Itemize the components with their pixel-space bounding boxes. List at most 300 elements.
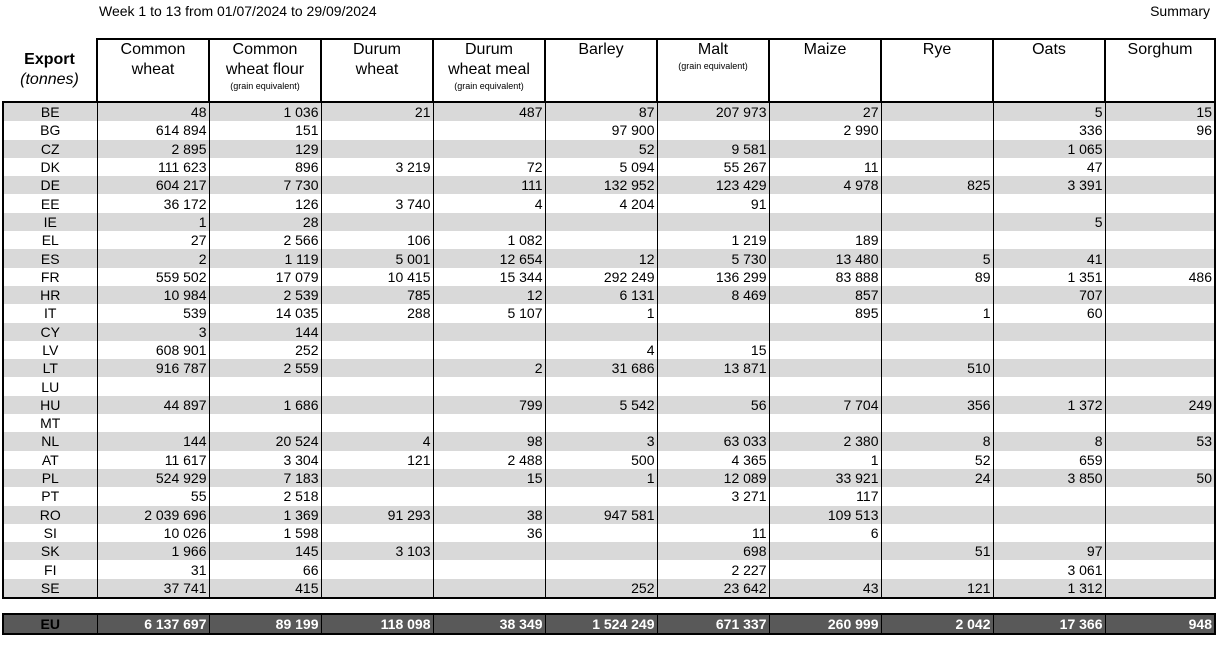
table-row: [3, 102, 1215, 121]
value-cell: 5 094: [545, 158, 657, 176]
table-row: [3, 249, 1215, 267]
value-cell: 83 888: [769, 268, 881, 286]
total-cell: 671 337: [657, 614, 769, 634]
value-cell: [321, 213, 433, 231]
value-cell: [881, 213, 993, 231]
value-cell: 5: [993, 102, 1105, 121]
country-code: MT: [3, 414, 97, 432]
total-cell: 89 199: [209, 614, 321, 634]
value-cell: 698: [657, 542, 769, 560]
col-header: [209, 39, 321, 102]
value-cell: [657, 377, 769, 395]
total-cell: 260 999: [769, 614, 881, 634]
value-cell: 4 204: [545, 194, 657, 212]
value-cell: 916 787: [97, 359, 209, 377]
value-cell: 487: [433, 102, 545, 121]
value-cell: 189: [769, 231, 881, 249]
value-cell: 15: [1105, 102, 1215, 121]
value-cell: 13 871: [657, 359, 769, 377]
value-cell: 106: [321, 231, 433, 249]
col-label: Maize: [803, 41, 847, 58]
value-cell: [1105, 524, 1215, 542]
value-cell: 96: [1105, 121, 1215, 139]
country-code: HU: [3, 396, 97, 414]
total-cell: 6 137 697: [97, 614, 209, 634]
value-cell: 252: [545, 579, 657, 598]
table-row: [3, 341, 1215, 359]
table-row: [3, 560, 1215, 578]
country-rows: [3, 102, 1215, 598]
value-cell: 2 380: [769, 432, 881, 450]
table-row: [3, 506, 1215, 524]
country-code: PL: [3, 469, 97, 487]
value-cell: 3 850: [993, 469, 1105, 487]
value-cell: 249: [1105, 396, 1215, 414]
value-cell: [321, 579, 433, 598]
value-cell: 5 730: [657, 249, 769, 267]
col-header: [545, 39, 657, 102]
corner-unit: (tonnes): [20, 71, 79, 88]
value-cell: [1105, 542, 1215, 560]
value-cell: 121: [881, 579, 993, 598]
table-row: [3, 432, 1215, 450]
value-cell: 50: [1105, 469, 1215, 487]
value-cell: 6 131: [545, 286, 657, 304]
value-cell: [881, 377, 993, 395]
value-cell: [769, 194, 881, 212]
value-cell: 31 686: [545, 359, 657, 377]
col-sub: (grain equivalent): [678, 61, 748, 71]
value-cell: 41: [993, 249, 1105, 267]
col-label: Barley: [578, 41, 624, 58]
value-cell: 48: [97, 102, 209, 121]
country-code: LV: [3, 341, 97, 359]
value-cell: [1105, 323, 1215, 341]
country-code: HR: [3, 286, 97, 304]
value-cell: [1105, 140, 1215, 158]
value-cell: [769, 140, 881, 158]
value-cell: 2 488: [433, 451, 545, 469]
value-cell: 5 542: [545, 396, 657, 414]
col-header: [993, 39, 1105, 102]
value-cell: [881, 524, 993, 542]
summary-label: Summary: [1150, 3, 1210, 19]
value-cell: 2: [433, 359, 545, 377]
table-row: [3, 469, 1215, 487]
value-cell: [433, 323, 545, 341]
value-cell: [209, 414, 321, 432]
value-cell: 132 952: [545, 176, 657, 194]
value-cell: [1105, 304, 1215, 322]
value-cell: [209, 377, 321, 395]
value-cell: 11: [769, 158, 881, 176]
value-cell: 20 524: [209, 432, 321, 450]
value-cell: 53: [1105, 432, 1215, 450]
value-cell: [881, 506, 993, 524]
value-cell: 136 299: [657, 268, 769, 286]
table-corner: [3, 39, 97, 102]
value-cell: 97: [993, 542, 1105, 560]
value-cell: [1105, 506, 1215, 524]
value-cell: 87: [545, 102, 657, 121]
value-cell: [881, 140, 993, 158]
value-cell: [433, 377, 545, 395]
table-row: [3, 487, 1215, 505]
value-cell: [321, 414, 433, 432]
value-cell: [545, 542, 657, 560]
value-cell: [321, 176, 433, 194]
value-cell: 1 082: [433, 231, 545, 249]
value-cell: 356: [881, 396, 993, 414]
table-row: [3, 176, 1215, 194]
value-cell: 5: [993, 213, 1105, 231]
value-cell: [433, 579, 545, 598]
country-code: LU: [3, 377, 97, 395]
value-cell: 1 036: [209, 102, 321, 121]
value-cell: [1105, 176, 1215, 194]
value-cell: 23 642: [657, 579, 769, 598]
value-cell: [881, 341, 993, 359]
total-cell: 17 366: [993, 614, 1105, 634]
value-cell: 799: [433, 396, 545, 414]
value-cell: [1105, 213, 1215, 231]
value-cell: 524 929: [97, 469, 209, 487]
value-cell: [97, 377, 209, 395]
col-label: Common wheat: [120, 41, 186, 78]
value-cell: 2 895: [97, 140, 209, 158]
value-cell: 13 480: [769, 249, 881, 267]
value-cell: 559 502: [97, 268, 209, 286]
value-cell: 10 026: [97, 524, 209, 542]
value-cell: 2 566: [209, 231, 321, 249]
value-cell: 91: [657, 194, 769, 212]
table-row: [3, 304, 1215, 322]
value-cell: 4: [321, 432, 433, 450]
value-cell: 2 990: [769, 121, 881, 139]
value-cell: 486: [1105, 268, 1215, 286]
value-cell: 145: [209, 542, 321, 560]
value-cell: 51: [881, 542, 993, 560]
value-cell: 21: [321, 102, 433, 121]
value-cell: [545, 414, 657, 432]
col-sub: (grain equivalent): [454, 81, 524, 91]
value-cell: 17 079: [209, 268, 321, 286]
table-row: [3, 194, 1215, 212]
value-cell: 1 598: [209, 524, 321, 542]
value-cell: 1: [881, 304, 993, 322]
value-cell: 1 219: [657, 231, 769, 249]
value-cell: [881, 323, 993, 341]
table-row: [3, 542, 1215, 560]
value-cell: [769, 341, 881, 359]
value-cell: 55: [97, 487, 209, 505]
col-header: [433, 39, 545, 102]
value-cell: 207 973: [657, 102, 769, 121]
country-code: CZ: [3, 140, 97, 158]
value-cell: [321, 469, 433, 487]
value-cell: 252: [209, 341, 321, 359]
value-cell: 1: [545, 304, 657, 322]
corner-title: Export: [24, 51, 75, 68]
value-cell: 1 372: [993, 396, 1105, 414]
total-cell: 1 524 249: [545, 614, 657, 634]
value-cell: 4: [433, 194, 545, 212]
country-code: FI: [3, 560, 97, 578]
value-cell: [1105, 451, 1215, 469]
total-section: [3, 598, 1215, 634]
value-cell: 72: [433, 158, 545, 176]
value-cell: 3: [97, 323, 209, 341]
value-cell: 11: [657, 524, 769, 542]
value-cell: 27: [97, 231, 209, 249]
value-cell: [321, 396, 433, 414]
value-cell: [433, 542, 545, 560]
value-cell: 89: [881, 268, 993, 286]
value-cell: [769, 323, 881, 341]
value-cell: 857: [769, 286, 881, 304]
value-cell: 8: [993, 432, 1105, 450]
value-cell: 8 469: [657, 286, 769, 304]
value-cell: [545, 487, 657, 505]
value-cell: 500: [545, 451, 657, 469]
value-cell: 121: [321, 451, 433, 469]
table-row: [3, 213, 1215, 231]
value-cell: 707: [993, 286, 1105, 304]
value-cell: 111 623: [97, 158, 209, 176]
value-cell: [993, 359, 1105, 377]
country-code: SK: [3, 542, 97, 560]
value-cell: 10 984: [97, 286, 209, 304]
value-cell: [1105, 359, 1215, 377]
country-code: DE: [3, 176, 97, 194]
value-cell: [881, 158, 993, 176]
value-cell: 123 429: [657, 176, 769, 194]
value-cell: 4: [545, 341, 657, 359]
value-cell: 659: [993, 451, 1105, 469]
value-cell: [993, 414, 1105, 432]
country-code: EE: [3, 194, 97, 212]
value-cell: 2 039 696: [97, 506, 209, 524]
value-cell: [993, 231, 1105, 249]
country-code: IT: [3, 304, 97, 322]
value-cell: [1105, 487, 1215, 505]
value-cell: [657, 213, 769, 231]
value-cell: 38: [433, 506, 545, 524]
value-cell: 15: [433, 469, 545, 487]
value-cell: [881, 560, 993, 578]
col-label: Common wheat flour: [225, 41, 305, 78]
value-cell: 7 730: [209, 176, 321, 194]
value-cell: 11 617: [97, 451, 209, 469]
country-code: AT: [3, 451, 97, 469]
col-label: Durum wheat meal: [448, 41, 530, 78]
value-cell: 4 978: [769, 176, 881, 194]
table-row: [3, 121, 1215, 139]
country-code: BG: [3, 121, 97, 139]
value-cell: 55 267: [657, 158, 769, 176]
value-cell: 2: [97, 249, 209, 267]
value-cell: [881, 487, 993, 505]
value-cell: 3 304: [209, 451, 321, 469]
value-cell: 126: [209, 194, 321, 212]
value-cell: [433, 213, 545, 231]
value-cell: [1105, 286, 1215, 304]
country-code: LT: [3, 359, 97, 377]
value-cell: 33 921: [769, 469, 881, 487]
country-code: NL: [3, 432, 97, 450]
value-cell: [769, 414, 881, 432]
col-header: [97, 39, 209, 102]
report-period: Week 1 to 13 from 01/07/2024 to 29/09/2024: [99, 3, 377, 19]
value-cell: [881, 231, 993, 249]
table-row: [3, 396, 1215, 414]
value-cell: [1105, 414, 1215, 432]
value-cell: 66: [209, 560, 321, 578]
table-row: [3, 359, 1215, 377]
value-cell: 37 741: [97, 579, 209, 598]
total-cell: 2 042: [881, 614, 993, 634]
value-cell: [993, 323, 1105, 341]
value-cell: 44 897: [97, 396, 209, 414]
value-cell: [657, 121, 769, 139]
value-cell: [545, 323, 657, 341]
value-cell: [321, 377, 433, 395]
value-cell: 8: [881, 432, 993, 450]
col-header: [657, 39, 769, 102]
value-cell: 10 415: [321, 268, 433, 286]
value-cell: 510: [881, 359, 993, 377]
value-cell: 36 172: [97, 194, 209, 212]
value-cell: 56: [657, 396, 769, 414]
value-cell: [993, 194, 1105, 212]
value-cell: 2 518: [209, 487, 321, 505]
value-cell: [1105, 341, 1215, 359]
value-cell: 614 894: [97, 121, 209, 139]
table-row: [3, 323, 1215, 341]
value-cell: [433, 414, 545, 432]
col-header: [1105, 39, 1215, 102]
value-cell: [881, 102, 993, 121]
value-cell: 117: [769, 487, 881, 505]
table-row: [3, 158, 1215, 176]
value-cell: 43: [769, 579, 881, 598]
value-cell: 5 107: [433, 304, 545, 322]
value-cell: 12: [545, 249, 657, 267]
value-cell: 1 119: [209, 249, 321, 267]
value-cell: [881, 286, 993, 304]
country-code: BE: [3, 102, 97, 121]
value-cell: 12: [433, 286, 545, 304]
col-header: [321, 39, 433, 102]
value-cell: 5 001: [321, 249, 433, 267]
value-cell: [321, 121, 433, 139]
value-cell: 60: [993, 304, 1105, 322]
value-cell: 3 740: [321, 194, 433, 212]
value-cell: [657, 304, 769, 322]
value-cell: 3 103: [321, 542, 433, 560]
value-cell: 52: [881, 451, 993, 469]
value-cell: 895: [769, 304, 881, 322]
value-cell: 3 391: [993, 176, 1105, 194]
country-code: FR: [3, 268, 97, 286]
value-cell: [881, 194, 993, 212]
value-cell: [1105, 158, 1215, 176]
value-cell: [993, 524, 1105, 542]
value-cell: 1 065: [993, 140, 1105, 158]
value-cell: 539: [97, 304, 209, 322]
value-cell: 1 312: [993, 579, 1105, 598]
value-cell: 14 035: [209, 304, 321, 322]
value-cell: 31: [97, 560, 209, 578]
value-cell: 785: [321, 286, 433, 304]
value-cell: 15 344: [433, 268, 545, 286]
value-cell: 1 369: [209, 506, 321, 524]
value-cell: [1105, 579, 1215, 598]
value-cell: [993, 377, 1105, 395]
col-header: [769, 39, 881, 102]
value-cell: 825: [881, 176, 993, 194]
spacer-row: [3, 598, 1215, 614]
country-code: EL: [3, 231, 97, 249]
value-cell: 1 686: [209, 396, 321, 414]
table-row: [3, 451, 1215, 469]
value-cell: 947 581: [545, 506, 657, 524]
value-cell: 63 033: [657, 432, 769, 450]
country-code: IE: [3, 213, 97, 231]
value-cell: [657, 323, 769, 341]
value-cell: [769, 542, 881, 560]
value-cell: 28: [209, 213, 321, 231]
value-cell: 2 227: [657, 560, 769, 578]
value-cell: 2 539: [209, 286, 321, 304]
value-cell: [993, 341, 1105, 359]
value-cell: [993, 487, 1105, 505]
value-cell: 111: [433, 176, 545, 194]
value-cell: 12 089: [657, 469, 769, 487]
value-cell: [433, 487, 545, 505]
value-cell: 3: [545, 432, 657, 450]
header-row: [3, 39, 1215, 102]
country-code: DK: [3, 158, 97, 176]
total-label: EU: [3, 614, 97, 634]
value-cell: [321, 341, 433, 359]
value-cell: 15: [657, 341, 769, 359]
value-cell: 6: [769, 524, 881, 542]
value-cell: 604 217: [97, 176, 209, 194]
total-cell: 38 349: [433, 614, 545, 634]
value-cell: 129: [209, 140, 321, 158]
value-cell: [545, 560, 657, 578]
value-cell: 144: [209, 323, 321, 341]
value-cell: [993, 506, 1105, 524]
value-cell: [321, 487, 433, 505]
value-cell: [657, 506, 769, 524]
col-sub: (grain equivalent): [230, 81, 300, 91]
country-code: SE: [3, 579, 97, 598]
value-cell: 97 900: [545, 121, 657, 139]
value-cell: 3 061: [993, 560, 1105, 578]
value-cell: [1105, 231, 1215, 249]
value-cell: 1: [97, 213, 209, 231]
value-cell: [881, 121, 993, 139]
value-cell: [433, 140, 545, 158]
value-cell: [321, 359, 433, 377]
table-row: [3, 231, 1215, 249]
value-cell: 91 293: [321, 506, 433, 524]
value-cell: 292 249: [545, 268, 657, 286]
export-table: [2, 38, 1216, 635]
value-cell: [769, 377, 881, 395]
